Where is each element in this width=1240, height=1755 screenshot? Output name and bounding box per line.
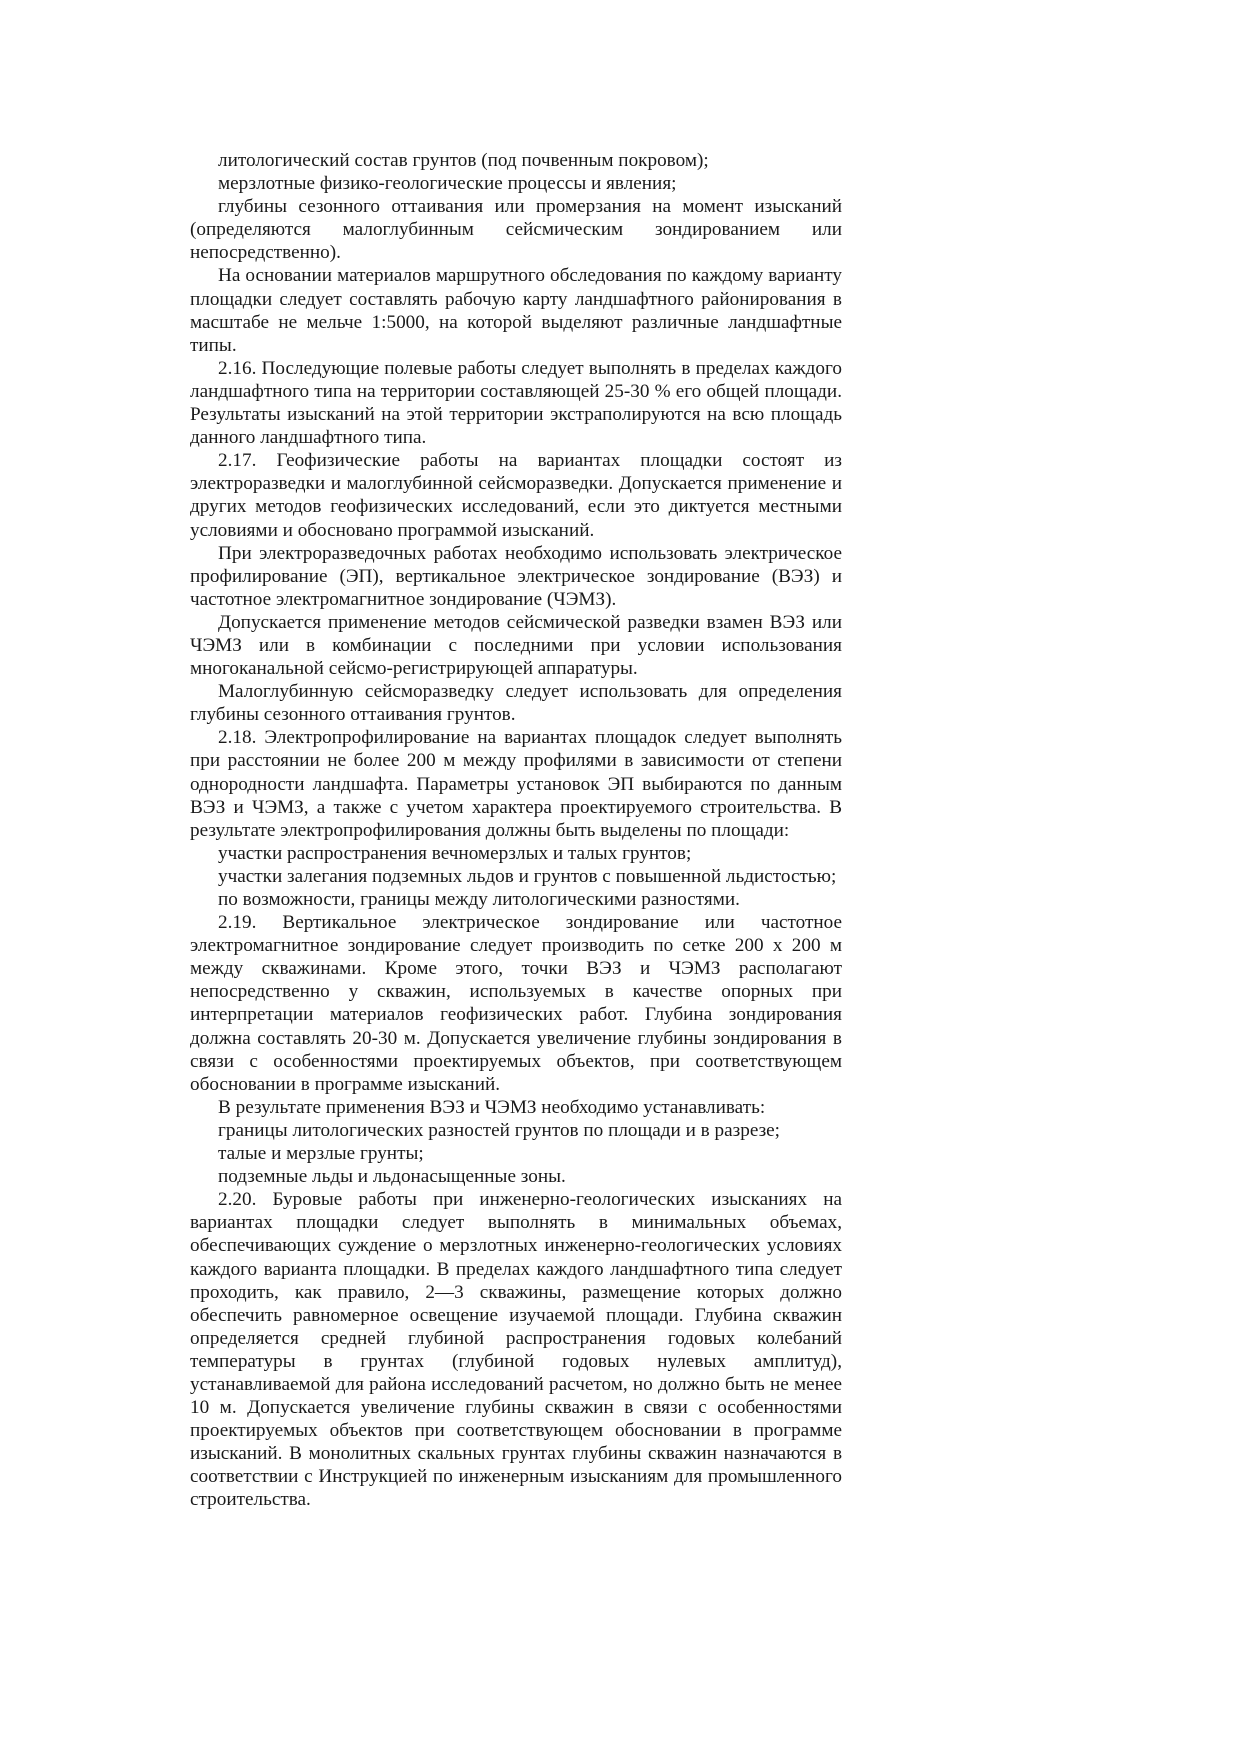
paragraph-permafrost-processes: мерзлотные физико-геологические процессы и явления; bbox=[218, 173, 677, 195]
paragraph-seismic-substitute: Допускается применение методов сейсмической разведки взамен ВЭЗ или ЧЭМЗ или в комбинации с последними при условии использования многоканальной сейсмо-регистрирующей аппаратуры. bbox=[190, 611, 842, 680]
paragraph-lithology-section: границы литологических разностей грунтов по площади и в разрезе; bbox=[218, 1119, 781, 1141]
paragraph-lithology: литологический состав грунтов (под почвенным покровом); bbox=[218, 150, 709, 171]
paragraph-shallow-seismic: Малоглубинную сейсморазведку следует использовать для определения глубины сезонного оттаивания грунтов. bbox=[190, 681, 842, 726]
paragraph-seasonal-thaw-depth: глубины сезонного оттаивания или промерзания на момент изысканий (определяются малоглубинным сейсмическим зондированием или непосредственно). bbox=[190, 196, 842, 264]
paragraph-permafrost-areas: участки распространения вечномерзлых и талых грунтов; bbox=[218, 842, 692, 864]
paragraph-electrical-methods: При электроразведочных работах необходимо использовать электрическое профилирование (ЭП), вертикальное электрическое зондирование (ВЭЗ) и частотное электромагнитное зондирование (ЧЭМЗ). bbox=[190, 542, 842, 610]
paragraph-ves-results-intro: В результате применения ВЭЗ и ЧЭМЗ необходимо устанавливать: bbox=[218, 1096, 766, 1118]
paragraph-2-16: 2.16. Последующие полевые работы следует выполнять в пределах каждого ландшафтного типа на территории составляющей 25-30 % его общей площади. Результаты изысканий на этой территории экстраполируются на всю площадь данного ландшафтного типа. bbox=[190, 357, 842, 449]
paragraph-lithology-boundaries: по возможности, границы между литологическими разностями. bbox=[218, 889, 740, 910]
paragraph-landscape-map: На основании материалов маршрутного обследования по каждому варианту площадки следует составлять рабочую карту ландшафтного районирования в масштабе не мельче 1:5000, на которой выделяют различные ландшафтные типы. bbox=[190, 265, 842, 356]
paragraph-2-20: 2.20. Буровые работы при инженерно-геологических изысканиях на вариантах площадки следует выполнять в минимальных объемах, обеспечивающих суждение о мерзлотных инженерно-геологических условиях каждого варианта площадки. В пределах каждого ландшафтного типа следует проходить, как правило, 2—3 скважины, размещение которых должно обеспечить равномерное освещение изучаемой площади. Глубина скважин определяется средней глубиной распространения годовых колебаний температуры в грунтах (глубиной годовых нулевых амплитуд), устанавливаемой для района исследований расчетом, но должно быть не менее 10 м. Допускается увеличение глубины скважин в связи с особенностями проектируемых объектов при соответствующем обосновании в программе изысканий. В монолитных скальных грунтах глубины скважин назначаются в соответствии с Инструкцией по инженерным изысканиям для промышленного строительства. bbox=[190, 1189, 842, 1511]
paragraph-thawed-frozen: талые и мерзлые грунты; bbox=[218, 1143, 424, 1165]
paragraph-ground-ice-areas: участки залегания подземных льдов и грунтов с повышенной льдистостью; bbox=[218, 865, 837, 887]
paragraph-2-17: 2.17. Геофизические работы на вариантах площадки состоят из электроразведки и малоглубинной сейсморазведки. Допускается применение и других методов геофизических исследований, если это диктуется местными условиями и обосновано программой изысканий. bbox=[190, 450, 842, 541]
paragraph-ice-zones: подземные льды и льдонасыщенные зоны. bbox=[218, 1166, 566, 1188]
paragraph-2-18: 2.18. Электропрофилирование на вариантах площадок следует выполнять при расстоянии не более 200 м между профилями в зависимости от степени однородности ландшафта. Параметры установок ЭП выбираются по данным ВЭЗ и ЧЭМЗ, а также с учетом характера проектируемого строительства. В результате электропрофилирования должны быть выделены по площади: bbox=[190, 727, 842, 841]
document-page bbox=[190, 149, 842, 1512]
paragraph-2-19: 2.19. Вертикальное электрическое зондирование или частотное электромагнитное зондирование следует производить по сетке 200 х 200 м между скважинами. Кроме этого, точки ВЭЗ и ЧЭМЗ располагают непосредственно у скважин, используемых в качестве опорных при интерпретации материалов геофизических работ. Глубина зондирования должна составлять 20-30 м. Допускается увеличение глубины зондирования в связи с особенностями проектируемых объектов, при соответствующем обосновании в программе изысканий. bbox=[190, 912, 842, 1095]
